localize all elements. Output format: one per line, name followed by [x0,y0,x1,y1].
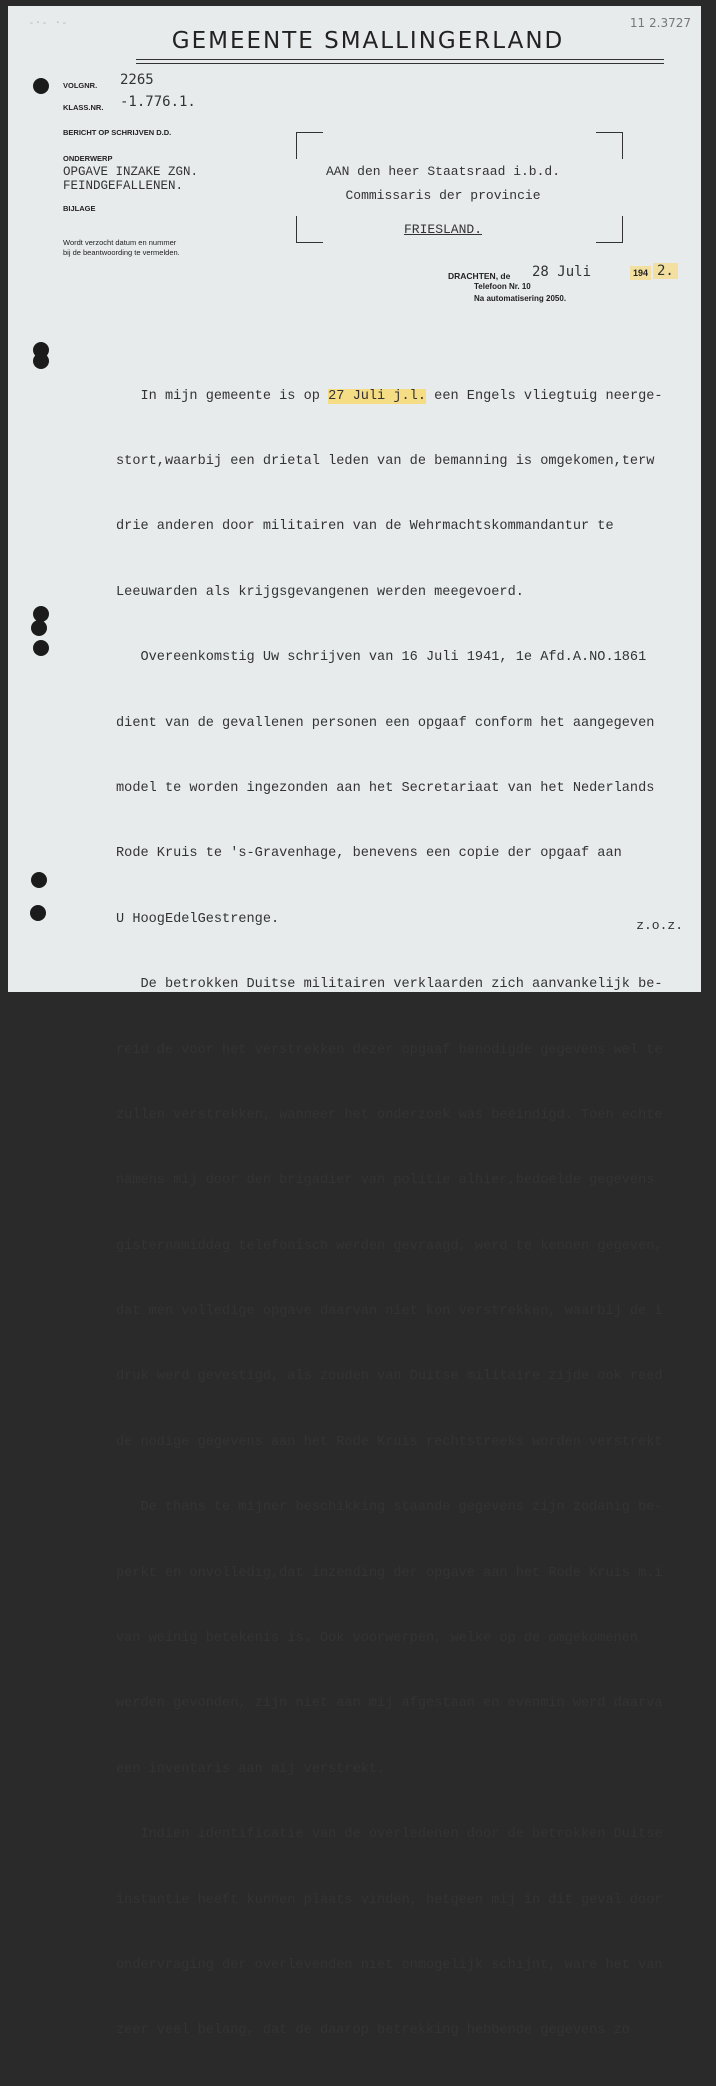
body-line: een inventaris aan mij verstrekt. [116,1761,386,1777]
body-line: stort,waarbij een drietal leden van de bemanning is omgekomen,terw [116,453,655,469]
punch-hole [31,620,47,636]
letter-body [116,342,716,2086]
body-line: drie anderen door militairen van de Wehrmachtskommandantur te [116,519,614,535]
letterhead-title: GEMEENTE SMALLINGERLAND [171,28,565,54]
body-line: zullen verstrekken, wanneer het onderzoek was beëindigd. Toen echte [116,1107,663,1123]
body-line: instantie heeft kunnen plaats vinden, hetgeen mij in dit geval door [116,1892,663,1908]
onderwerp-line-2: FEINDGEFALLENEN. [63,179,184,193]
punch-hole [33,640,49,656]
body-line: Rode Kruis te 's-Gravenhage, benevens een copie der opgaaf aan [116,846,622,862]
onderwerp-line-1: OPGAVE INZAKE ZGN. [63,165,199,179]
body-line: De betrokken Duitse militairen verklaarden zich aanvankelijk be- [116,977,663,993]
address-corner [296,132,323,159]
body-line: druk werd gevestigd, als zouden van Duitse militaire zijde ook reed [116,1369,663,1385]
document-page [8,6,701,2039]
address-corner [596,132,623,159]
volgnr-label: VOLGNR. [63,81,98,90]
body-line: De thans te mijner beschikking staande gegevens zijn zodanig be- [116,1500,663,1516]
address-line-2: Commissaris der provincie [345,188,541,203]
page-turn-note: z.o.z. [636,918,683,933]
klassnr-value: -1.776.1. [120,94,196,110]
body-line: de nodige gegevens aan het Rode Kruis rechtstreeks worden verstrekt [116,1434,663,1450]
bericht-label: BERICHT OP SCHRIJVEN D.D. [63,128,172,137]
onderwerp-label: ONDERWERP [63,154,113,163]
body-line: Overeenkomstig Uw schrijven van 16 Juli 1941, 1e Afd.A.NO.1861 [116,650,647,666]
archive-stamp-mark: -·- ·- [28,16,68,29]
body-line: werden gevonden, zijn niet aan mij afgestaan en evenmin werd daarva [116,1696,663,1712]
body-line: van weinig betekenis is. Ook voorwerpen, welke op de omgekomenen [116,1631,639,1647]
body-line: Leeuwarden als krijgsgevangenen werden meegevoerd. [116,584,524,600]
body-line: Indien identificatie van de overledenen door de betrokken Duitse [116,1827,663,1843]
punch-hole [33,353,49,369]
body-line: perkt en onvolledig,dat inzending der opgave aan het Rode Kruis m.i [116,1565,663,1581]
body-line: gisternamiddag telefonisch werden gevraagd, werd te kennen gegeven, [116,1238,663,1254]
year-digit: 2. [653,263,678,279]
address-corner [596,216,623,243]
bijlage-label: BIJLAGE [63,204,96,213]
body-line: reid de voor het verstrekken dezer opgaaf benodigde gegevens wel te [116,1042,663,1058]
body-line: dient van de gevallenen personen een opgaaf conform het aangegeven [116,715,655,731]
reply-note-line-1: Wordt verzocht datum en nummer [63,238,177,247]
address-line-3: FRIESLAND. [403,222,482,237]
address-line-1: AAN den heer Staatsraad i.b.d. [325,164,561,179]
reply-note-line-2: bij de beantwoording te vermelden. [63,248,180,257]
body-line: zeer veel belang, dat de daarop betrekking hebbende gegevens zo [116,2023,630,2039]
klassnr-label: KLASS.NR. [63,103,104,112]
punch-hole [30,905,46,921]
body-line: ondervraging der overlevenden niet onmogelijk schijnt, ware het van [116,1957,663,1973]
body-line: U HoogEdelGestrenge. [116,911,280,927]
archive-number: 11 2.3727 [629,16,691,30]
body-line: model te worden ingezonden aan het Secretariaat van het Nederlands [116,780,655,796]
volgnr-value: 2265 [120,72,154,88]
highlighted-date: 27 Juli j.l. [328,388,427,404]
body-line: In mijn gemeente is op 27 Juli j.l. een Engels vliegtuig neerge- [116,388,663,404]
letterhead-rule [136,59,664,60]
body-line: namens mij door den brigadier van politie alhier,bedoelde gegevens [116,1173,655,1189]
punch-hole [33,78,49,94]
phone-label: Telefoon Nr. 10 [474,282,531,291]
place-label: DRACHTEN, de [448,271,511,281]
date-value: 28 Juli [532,264,592,280]
year-prefix: 194 [630,266,651,280]
body-line: dat men volledige opgave daarvan niet kon verstrekken, waarbij de i [116,1304,663,1320]
letterhead-rule [136,63,664,64]
punch-hole [31,872,47,888]
automation-note: Na automatisering 2050. [474,294,567,303]
